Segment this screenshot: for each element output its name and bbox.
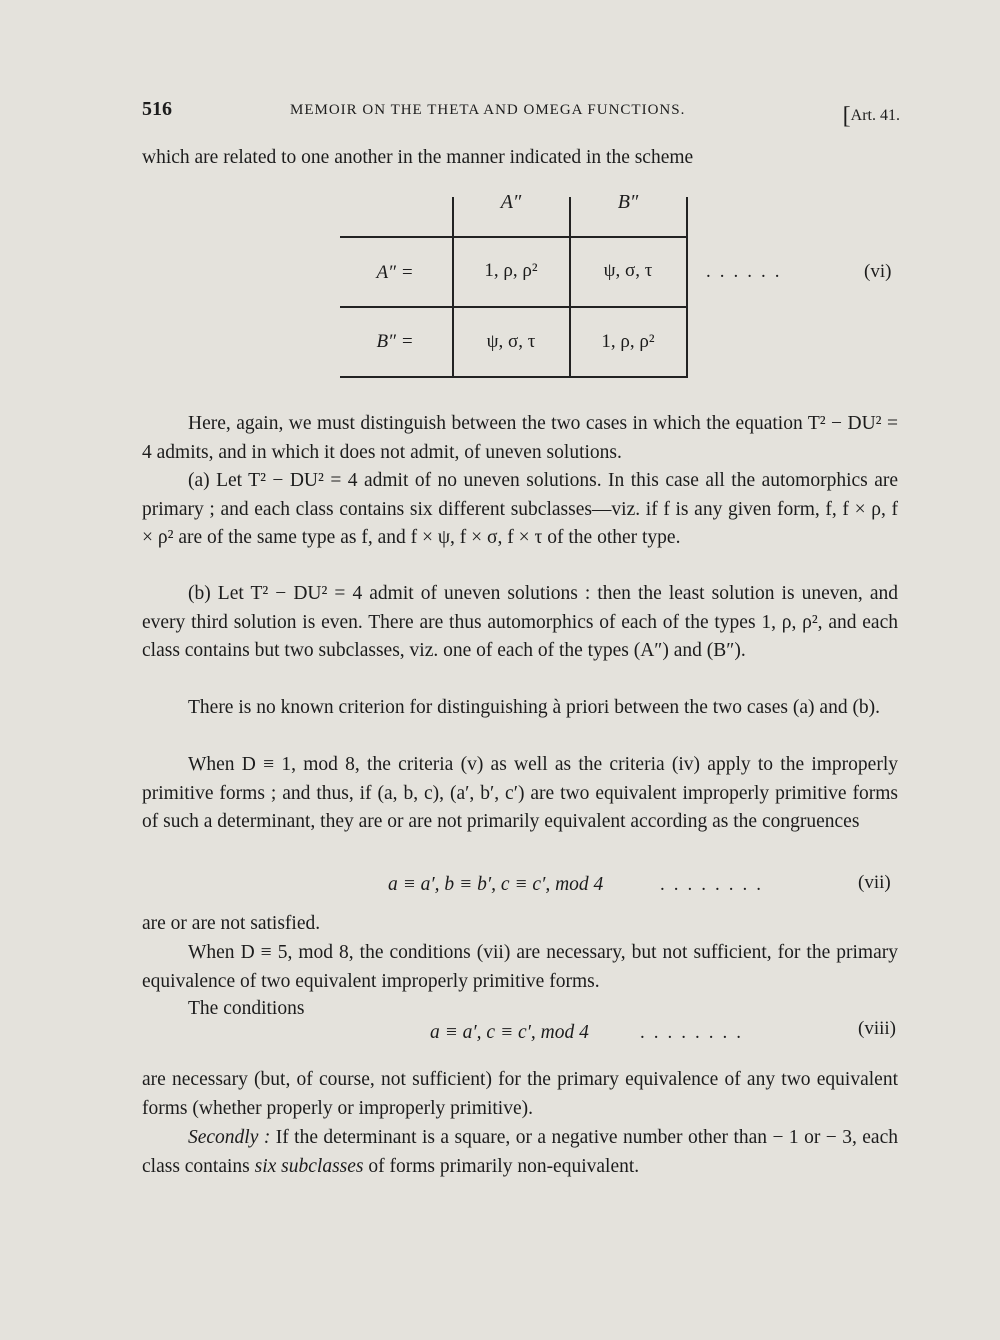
- scheme-cell: ψ, σ, τ: [486, 331, 536, 352]
- formula-vii: [388, 874, 603, 896]
- scheme-col-header-a: A″: [500, 191, 522, 213]
- page-number: 516: [142, 98, 172, 120]
- formula-viii-text: a ≡ a′, c ≡ c′, mod 4: [430, 1022, 589, 1043]
- scheme-row-label-a: A″ =: [376, 262, 414, 283]
- secondly-tail: of forms primarily non-equivalent.: [363, 1155, 640, 1177]
- scheme-cell: ψ, σ, τ: [603, 260, 653, 281]
- paragraph-d5: When D ≡ 5, mod 8, the conditions (vii) are necessary, but not sufficient, for the primary equivalence of two equivalent improperly primitive forms.: [142, 942, 898, 992]
- scheme-rule-3: [340, 376, 688, 378]
- secondly-lead: Secondly :: [188, 1127, 271, 1148]
- running-title: MEMOIR ON THE THETA AND OMEGA FUNCTIONS.: [290, 102, 686, 118]
- paragraph-cases: Here, again, we must distinguish between the two cases in which the equation T² − DU² = 4 admits, and in which it does not admit, of uneven solutions.: [142, 413, 898, 463]
- paragraph-conditions: The conditions: [188, 998, 305, 1019]
- formula-viii: [430, 1022, 589, 1044]
- running-header: [142, 98, 900, 129]
- scheme-cell: 1, ρ, ρ²: [601, 331, 655, 352]
- formula-vii-text: a ≡ a′, b ≡ b′, c ≡ c′, mod 4: [388, 874, 604, 895]
- secondly-emph: six subclasses: [254, 1155, 364, 1177]
- paragraph-criterion: There is no known criterion for distinguishing à priori between the two cases (a) and (b).: [188, 697, 881, 718]
- paragraph-case-b: (b) Let T² − DU² = 4 admit of uneven solutions : then the least solution is uneven, and every third solution is even. There are thus automorphics of each of the types 1, ρ, ρ², and each class contains but two subclasses, viz. one of each of the types (A″) and (B″).: [142, 583, 898, 661]
- intro-line: which are related to one another in the manner indicated in the scheme: [142, 147, 694, 168]
- paragraph-secondly: [142, 1124, 898, 1181]
- equation-dots: ......: [706, 261, 789, 282]
- paragraph-case-a: (a) Let T² − DU² = 4 admit of no uneven solutions. In this case all the automorphics are primary ; and each class contains six different subclasses—viz. if f is any given form, f, f × ρ, f × ρ² are of the same type as f, and f × ψ, f × σ, f × τ of the other type.: [142, 470, 898, 548]
- article-label: [Art. 41.: [842, 103, 900, 129]
- paragraph-d1: When D ≡ 1, mod 8, the criteria (v) as well as the criteria (iv) apply to the improperly primitive forms ; and thus, if (a, b, c), (a′, b′, c′) are two equivalent improperly primitive forms of such a determinant, they are or are not primarily equivalent according as the congruences: [142, 754, 898, 832]
- secondly-text: If the determinant is a square, or a negative number other than − 1 or − 3, each class contains: [142, 1127, 898, 1177]
- formula-vii-dots: ........: [660, 874, 770, 895]
- equation-tag-viii: (viii): [858, 1018, 896, 1039]
- scheme-rule-2: [340, 306, 686, 308]
- scheme-row-label-b: B″ =: [376, 331, 414, 352]
- scheme-col-header-b: B″: [617, 191, 639, 213]
- paragraph-necessary: are necessary (but, of course, not sufficient) for the primary equivalence of any two equivalent forms (whether properly or improperly primitive).: [142, 1069, 898, 1119]
- article-number: Art. 41.: [850, 107, 900, 124]
- formula-viii-dots: ........: [640, 1022, 750, 1043]
- paragraph-satisfied: are or are not satisfied.: [142, 913, 321, 934]
- scheme-cell: 1, ρ, ρ²: [484, 260, 538, 281]
- scheme-table: [340, 185, 690, 380]
- scheme-rule-1: [340, 236, 686, 238]
- equation-tag-vii: (vii): [858, 872, 891, 893]
- equation-tag-vi: (vi): [864, 261, 892, 282]
- scheme-divider-3: [686, 197, 688, 377]
